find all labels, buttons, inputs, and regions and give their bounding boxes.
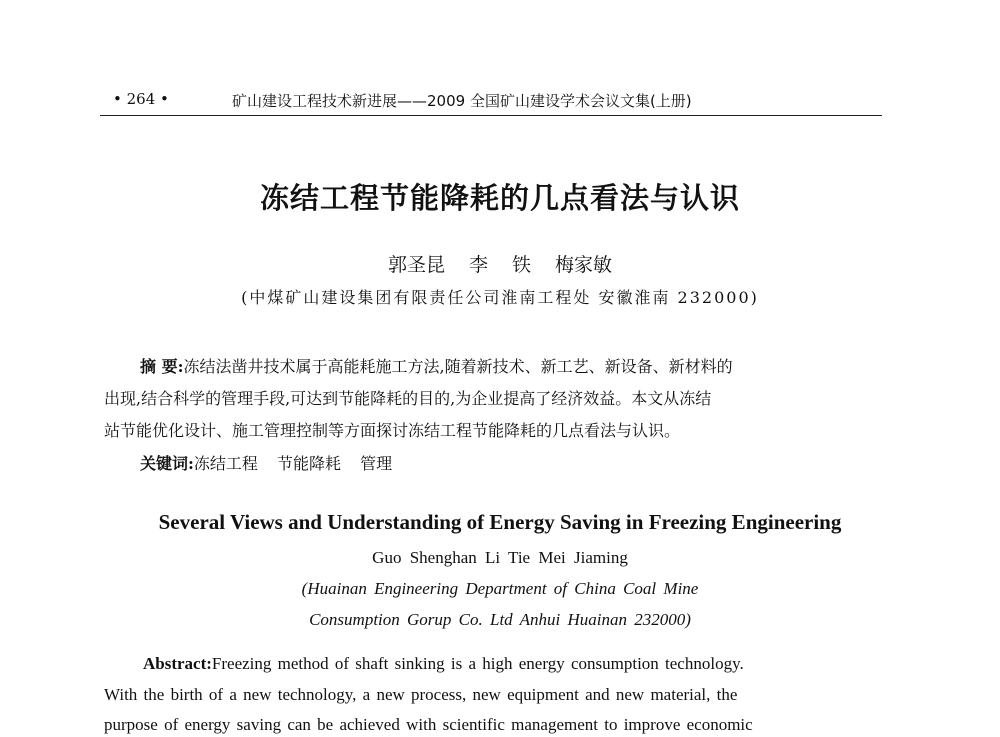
chinese-abstract-line: 站节能优化设计、施工管理控制等方面探讨冻结工程节能降耗的几点看法与认识。 <box>104 421 681 440</box>
chinese-abstract-line <box>140 354 884 377</box>
chinese-title: 冻结工程节能降耗的几点看法与认识 <box>259 181 740 215</box>
english-title: Several Views and Understanding of Energy Saving in Freezing Engineering <box>158 510 842 534</box>
english-affiliation-line: Consumption Gorup Co. Ltd Anhui Huainan 232000) <box>309 610 691 629</box>
english-abstract-label: Abstract: <box>143 654 212 673</box>
chinese-abstract-line: 出现,结合科学的管理手段,可达到节能降耗的目的,为企业提高了经济效益。本文从冻结 <box>104 389 712 408</box>
english-abstract-line <box>143 654 884 674</box>
english-affiliation-line: (Huainan Engineering Department of China Coal Mine <box>301 579 699 598</box>
chinese-keywords-label: 关键词: <box>140 454 194 473</box>
header-rule <box>100 115 882 116</box>
chinese-authors: 郭圣昆 李 铁 梅家敏 <box>387 254 613 276</box>
running-header-title: 矿山建设工程技术新进展——2009 全国矿山建设学术会议文集(上册) <box>232 92 692 110</box>
chinese-abstract-text: 冻结法凿井技术属于高能耗施工方法,随着新技术、新工艺、新设备、新材料的 <box>183 357 733 376</box>
english-abstract-line: With the birth of a new technology, a new process, new equipment and new material, the <box>104 685 738 704</box>
chinese-affiliation: (中煤矿山建设集团有限责任公司淮南工程处 安徽淮南 232000) <box>241 288 759 307</box>
page-number: • 264 • <box>113 90 169 108</box>
english-authors: Guo Shenghan Li Tie Mei Jiaming <box>372 548 628 567</box>
english-abstract-text: Freezing method of shaft sinking is a high energy consumption technology. <box>211 654 744 673</box>
chinese-keywords <box>140 451 920 474</box>
english-abstract-line: purpose of energy saving can be achieved with scientific management to improve economic <box>104 715 753 734</box>
chinese-keywords-text: 冻结工程 节能降耗 管理 <box>193 454 393 473</box>
chinese-abstract-label: 摘 要: <box>140 357 184 376</box>
